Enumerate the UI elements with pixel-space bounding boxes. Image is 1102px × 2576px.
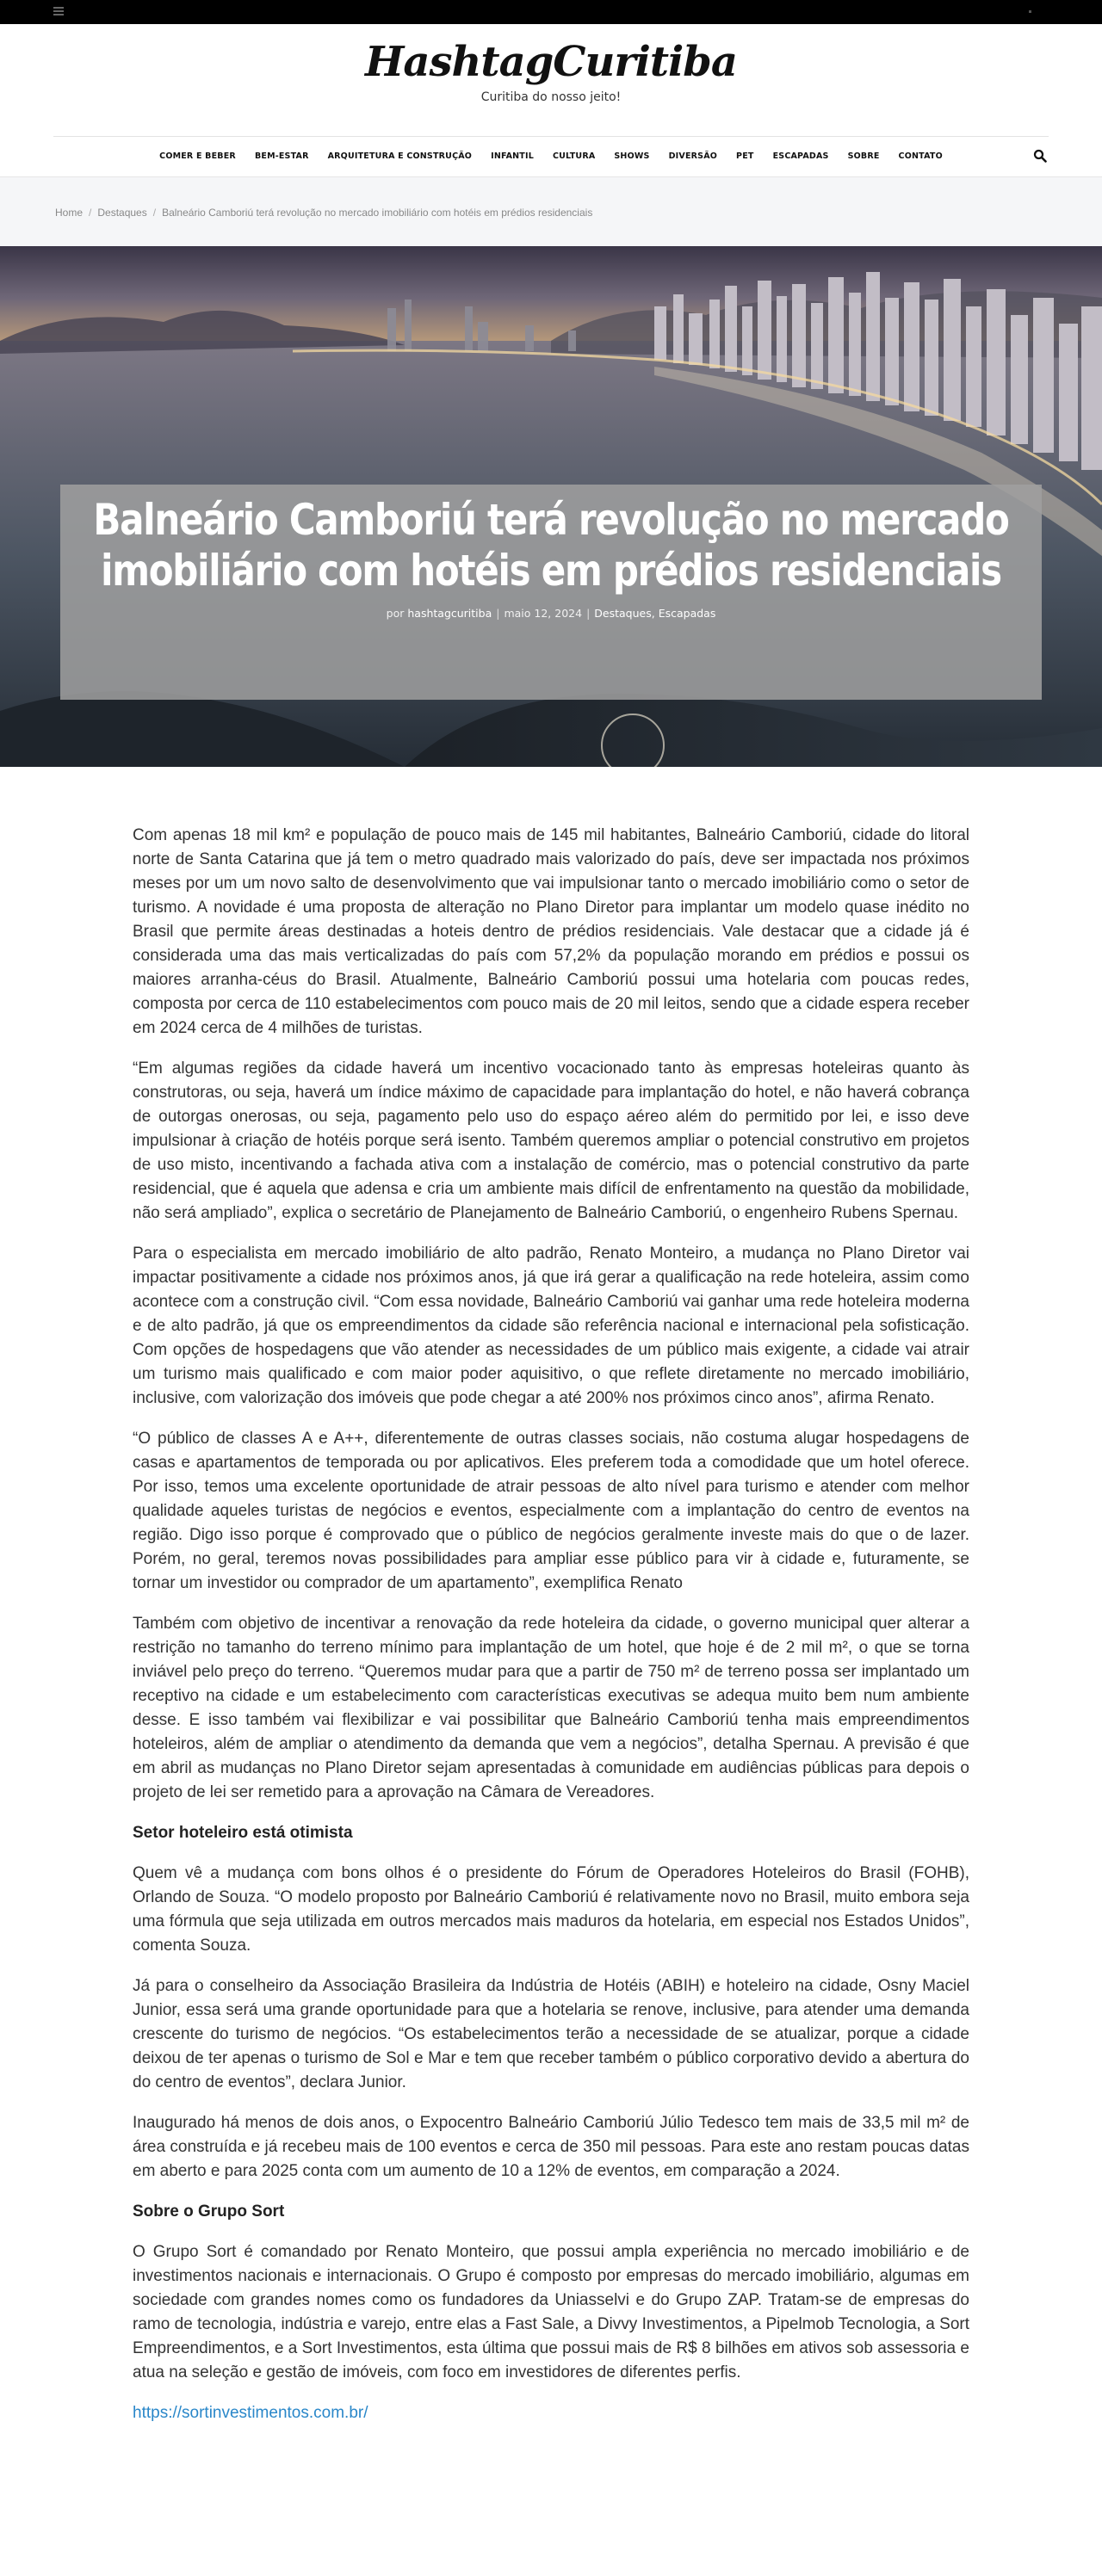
article-title-box xyxy=(60,485,1042,700)
article-paragraph: “Em algumas regiões da cidade haverá um incentivo vocacionado tanto às empresas hoteleiras quanto às construtoras, ou seja, haverá um índice máximo de capacidade para implantação do hotel, e não haverá cobrança de outorgas onerosas, ou seja, pagamento pelo uso do espaço aéreo além do permitido por lei, e isso deve impulsionar à criação de hotéis porque será isento. Também queremos ampliar o potencial construtivo em projetos de uso misto, incentivando a fachada ativa com a instalação de comércio, mas o potencial construtivo da parte residencial, que é aquela que adensa e cria um ambiente mais difícil de enfrentamento na questão da mobilidade, não será ampliado”, explica o secretário de Planejamento de Balneário Camboriú, o engenheiro Rubens Spernau. xyxy=(133,1059,969,1222)
article-subheading: Setor hoteleiro está otimista xyxy=(133,1824,353,1842)
meta-categories[interactable]: Destaques, Escapadas xyxy=(594,607,716,620)
meta-by-prefix: por xyxy=(386,607,405,620)
breadcrumb-section[interactable]: Destaques xyxy=(97,207,147,219)
hamburger-menu-icon[interactable] xyxy=(53,7,64,15)
nav-item-comer-e-beber[interactable]: COMER E BEBER xyxy=(159,151,236,161)
nav-item-arquitetura[interactable]: ARQUITETURA E CONSTRUÇÃO xyxy=(327,151,473,161)
nav-item-contato[interactable]: CONTATO xyxy=(898,151,943,161)
search-icon[interactable] xyxy=(1033,149,1049,164)
site-header xyxy=(0,40,1102,104)
site-logo[interactable]: HashtagCuritiba xyxy=(365,38,737,86)
nav-item-shows[interactable]: SHOWS xyxy=(614,151,650,161)
main-nav xyxy=(53,136,1049,176)
topbar-dot xyxy=(1029,10,1031,13)
nav-item-diversao[interactable]: DIVERSÃO xyxy=(668,151,718,161)
breadcrumb xyxy=(55,207,592,219)
article-paragraph: Com apenas 18 mil km² e população de pouco mais de 145 mil habitantes, Balneário Camboriú, cidade do litoral norte de Santa Catarina que já tem o metro quadrado mais valorizado do país, deve ser impactada nos próximos meses por um um novo salto de desenvolvimento que vai impulsionar tanto o mercado imobiliário como o setor de turismo. A novidade é uma proposta de alteração no Plano Diretor para implantar um modelo quase inédito no Brasil que permite áreas destinadas a hoteis dentro de prédios residenciais. Vale destacar que a cidade já é considerada uma das mais verticalizadas do país com 57,2% da população morando em prédios e possui os maiores arranha-céus do Brasil. Atualmente, Balneário Camboriú possui uma hotelaria com poucas redes, composta por cerca de 110 estabelecimentos com pouco mais de 20 mil leitos, sendo que a cidade espera receber em 2024 cerca de 4 milhões de turistas. xyxy=(133,826,969,1037)
nav-item-cultura[interactable]: CULTURA xyxy=(552,151,596,161)
site-tagline: Curitiba do nosso jeito! xyxy=(480,90,622,104)
breadcrumb-home[interactable]: Home xyxy=(55,207,84,219)
article-meta: por hashtagcuritiba | maio 12, 2024 | Destaques, Escapadas xyxy=(386,607,716,620)
article-subheading: Sobre o Grupo Sort xyxy=(133,2202,285,2221)
meta-date: maio 12, 2024 xyxy=(504,607,583,620)
top-bar xyxy=(0,0,1102,24)
breadcrumb-bar xyxy=(0,176,1102,246)
nav-item-pet[interactable]: PET xyxy=(736,151,754,161)
breadcrumb-current: Balneário Camboriú terá revolução no mercado imobiliário com hotéis em prédios residenciais xyxy=(162,207,593,219)
article-paragraph: Inaugurado há menos de dois anos, o Expocentro Balneário Camboriú Júlio Tedesco tem mais de 33,5 mil m² de área construída e já recebeu mais de 100 eventos e cerca de 350 mil pessoas. Para este ano restam poucas datas em aberto e para 2025 conta com um aumento de 10 a 12% de eventos, em comparação a 2024. xyxy=(133,2114,969,2180)
nav-item-escapadas[interactable]: ESCAPADAS xyxy=(772,151,829,161)
nav-item-sobre[interactable]: SOBRE xyxy=(847,151,880,161)
article-title: Balneário Camboriú terá revolução no mercado imobiliário com hotéis em prédios residenciais xyxy=(93,495,1009,596)
nav-item-infantil[interactable]: INFANTIL xyxy=(491,151,534,161)
meta-author[interactable]: hashtagcuritiba xyxy=(407,607,492,620)
article-paragraph: Quem vê a mudança com bons olhos é o presidente do Fórum de Operadores Hoteleiros do Brasil (FOHB), Orlando de Souza. “O modelo proposto por Balneário Camboriú é relativamente novo no Brasil, muito embora seja uma fórmula que seja utilizada em outros mercados mais maduros da hotelaria, em especial nos Estados Unidos”, comenta Souza. xyxy=(133,1864,969,1955)
breadcrumb-separator: / xyxy=(89,207,92,219)
article-body xyxy=(133,824,969,2442)
article-paragraph: “O público de classes A e A++, diferentemente de outras classes sociais, não costuma alugar hospedagens de casas e apartamentos de temporada ou por aplicativos. Eles preferem toda a comodidade que um hotel oferece. Por isso, temos uma excelente oportunidade de atrair pessoas de alto nível para turismo e atender com melhor qualidade aqueles turistas de negócios e eventos, especialmente com a implantação do centro de eventos na região. Digo isso porque é comprovado que o público de negócios geralmente investe mais do que o de lazer. Porém, no geral, teremos novas possibilidades para ampliar esse público para vir à cidade e, futuramente, se tornar um investidor ou comprador de um apartamento”, exemplifica Renato xyxy=(133,1430,969,1592)
article-paragraph: Para o especialista em mercado imobiliário de alto padrão, Renato Monteiro, a mudança no Plano Diretor vai impactar positivamente a cidade nos próximos anos, já que irá gerar a qualificação na rede hoteleira, assim como acontece com a construção civil. “Com essa novidade, Balneário Camboriú vai ganhar uma rede hoteleira moderna e de alto padrão, já que os empreendimentos da cidade são referência nacional e internacional pela sofisticação. Com opções de hospedagens que vão atender as necessidades de um público mais exigente, a cidade vai atrair um turismo mais qualificado e com maior poder aquisitivo, o que reflete diretamente no mercado imobiliário, inclusive, com valorização dos imóveis que pode chegar a até 200% nos próximos cinco anos”, afirma Renato. xyxy=(133,1245,969,1407)
breadcrumb-separator: / xyxy=(152,207,157,219)
article-paragraph: Já para o conselheiro da Associação Brasileira da Indústria de Hotéis (ABIH) e hoteleiro na cidade, Osny Maciel Junior, essa será uma grande oportunidade para que a hotelaria se renove, inclusive, para atender uma demanda crescente do turismo de negócios. “Os estabelecimentos terão a necessidade de se atualizar, porque a cidade deixou de ter apenas o turismo de Sol e Mar e tem que receber também o público corporativo devido a abertura do do centro de eventos”, declara Junior. xyxy=(133,1977,969,2091)
nav-item-bem-estar[interactable]: BEM-ESTAR xyxy=(254,151,309,161)
article-paragraph: Também com objetivo de incentivar a renovação da rede hoteleira da cidade, o governo municipal quer alterar a restrição no tamanho do terreno mínimo para implantação de um hotel, que hoje é de 2 mil m², o que se torna inviável pelo preço do terreno. “Queremos mudar para que a partir de 750 m² de terreno possa ser implantado um receptivo na cidade e um estabelecimento com características executivas se adequa muito bem num ambiente desse. E isso também vai flexibilizar e vai possibilitar que Balneário Camboriú tenha mais empreendimentos hoteleiros, além de ampliar o atendimento da demanda que vem a negócios”, detalha Spernau. A previsão é que em abril as mudanças no Plano Diretor sejam apresentadas à comunidade em audiências públicas para depois o projeto de lei ser remetido para a aprovação na Câmara de Vereadores. xyxy=(133,1615,969,1801)
article-paragraph: O Grupo Sort é comandado por Renato Monteiro, que possui ampla experiência no mercado imobiliário e de investimentos nacionais e internacionais. O Grupo é composto por empresas do mercado imobiliário, algumas em sociedade com grandes nomes como os fundadores da Uniasselvi e do Grupo ZAP. Tratam-se de empresas do ramo de tecnologia, indústria e varejo, entre elas a Fast Sale, a Divvy Investimentos, a Pipelmob Tecnologia, a Sort Empreendimentos, e a Sort Investimentos, esta última que possui mais de R$ 8 bilhões em ativos sob assessoria e atua na seleção e gestão de imóveis, com foco em investidores de diferentes perfis. xyxy=(133,2243,969,2381)
external-link[interactable]: https://sortinvestimentos.com.br/ xyxy=(133,2404,368,2422)
